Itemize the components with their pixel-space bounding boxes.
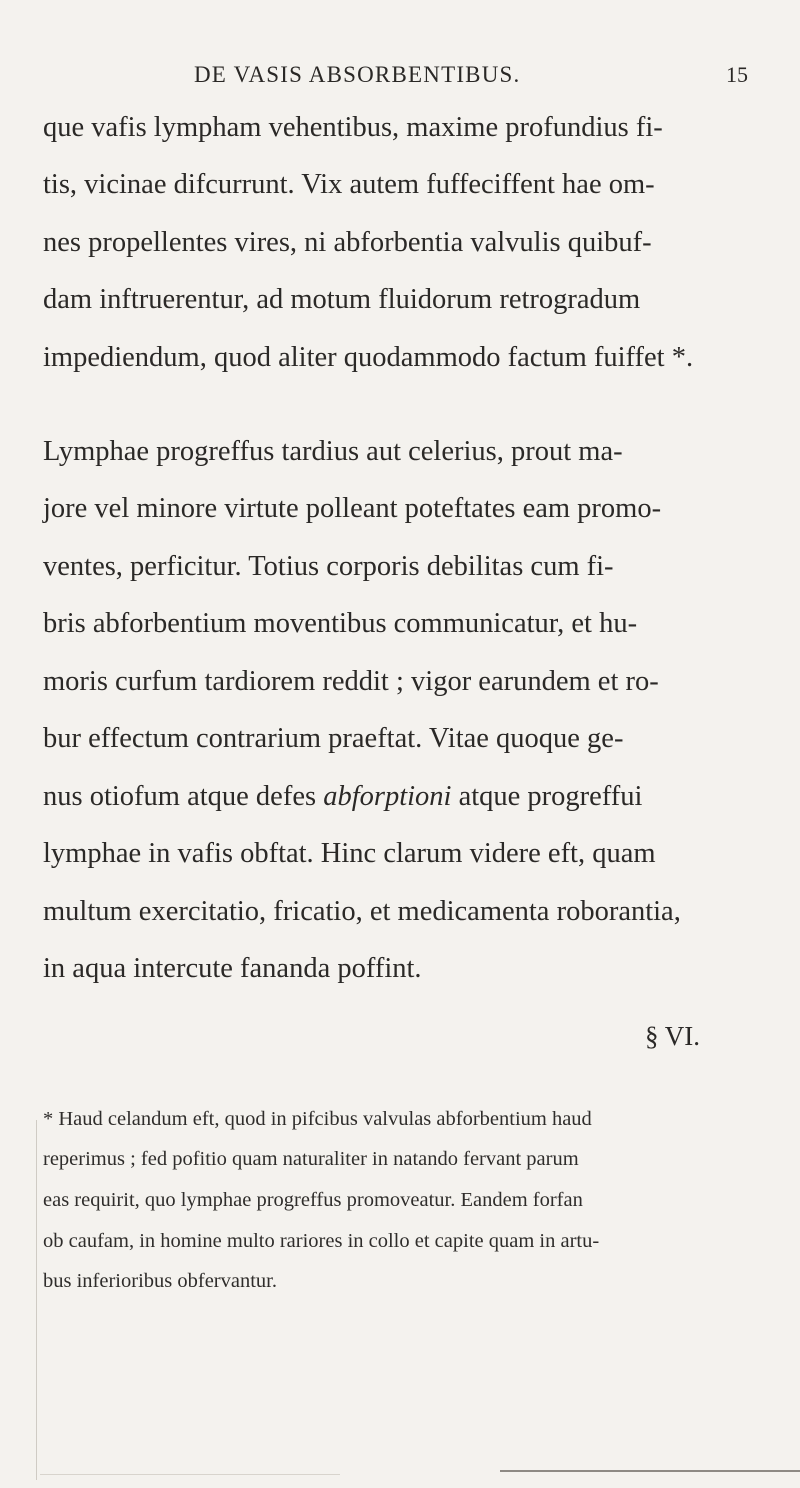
text-line: multum exercitatio, fricatio, et medicamenta roborantia, xyxy=(43,896,681,927)
footnote-line: reperimus ; fed pofitio quam naturaliter in natando fervant parum xyxy=(43,1148,579,1170)
text-line: lymphae in vafis obftat. Hinc clarum videre eft, quam xyxy=(43,838,656,869)
margin-line xyxy=(36,1120,37,1480)
text-line: tis, vicinae difcurrunt. Vix autem fuffeciffent hae om- xyxy=(43,169,655,200)
section-heading: § VI. xyxy=(645,1021,701,1051)
text-line: bur effectum contrarium praeftat. Vitae quoque ge- xyxy=(43,723,624,754)
text-line: bris abforbentium moventibus communicatur, et hu- xyxy=(43,608,638,639)
text-line: que vafis lympham vehentibus, maxime profundius fi- xyxy=(43,112,663,143)
text-line: jore vel minore virtute polleant poteftates eam promo- xyxy=(43,493,662,524)
page-number: 15 xyxy=(726,62,748,87)
italic-term: abforptioni xyxy=(323,781,452,812)
footnote-line: ob caufam, in homine multo rariores in collo et capite quam in artu- xyxy=(43,1230,600,1252)
bottom-edge-shadow xyxy=(40,1474,340,1475)
text-line: ventes, perficitur. Totius corporis debilitas cum fi- xyxy=(43,551,614,582)
text-line xyxy=(43,781,642,813)
footnote-line: eas requirit, quo lymphae progreffus promoveatur. Eandem forfan xyxy=(43,1189,583,1211)
text-line: Lymphae progreffus tardius aut celerius, prout ma- xyxy=(43,436,623,467)
page-header xyxy=(0,62,800,96)
text-line: nes propellentes vires, ni abforbentia valvulis quibuf- xyxy=(43,227,652,258)
text-line: dam inftruerentur, ad motum fluidorum retrogradum xyxy=(43,284,641,315)
text-segment: nus otiofum atque defes xyxy=(43,781,324,812)
bottom-edge-rule xyxy=(500,1470,800,1472)
running-head: DE VASIS ABSORBENTIBUS. xyxy=(194,62,521,87)
text-line: impediendum, quod aliter quodammodo factum fuiffet *. xyxy=(43,342,694,373)
footnote-line: bus inferioribus obfervantur. xyxy=(43,1270,277,1292)
text-segment: atque progreffui xyxy=(451,781,643,812)
text-line: moris curfum tardiorem reddit ; vigor earundem et ro- xyxy=(43,666,659,697)
footnote-line: * Haud celandum eft, quod in pifcibus valvulas abforbentium haud xyxy=(43,1108,592,1130)
text-line: in aqua intercute fananda poffint. xyxy=(43,953,422,984)
